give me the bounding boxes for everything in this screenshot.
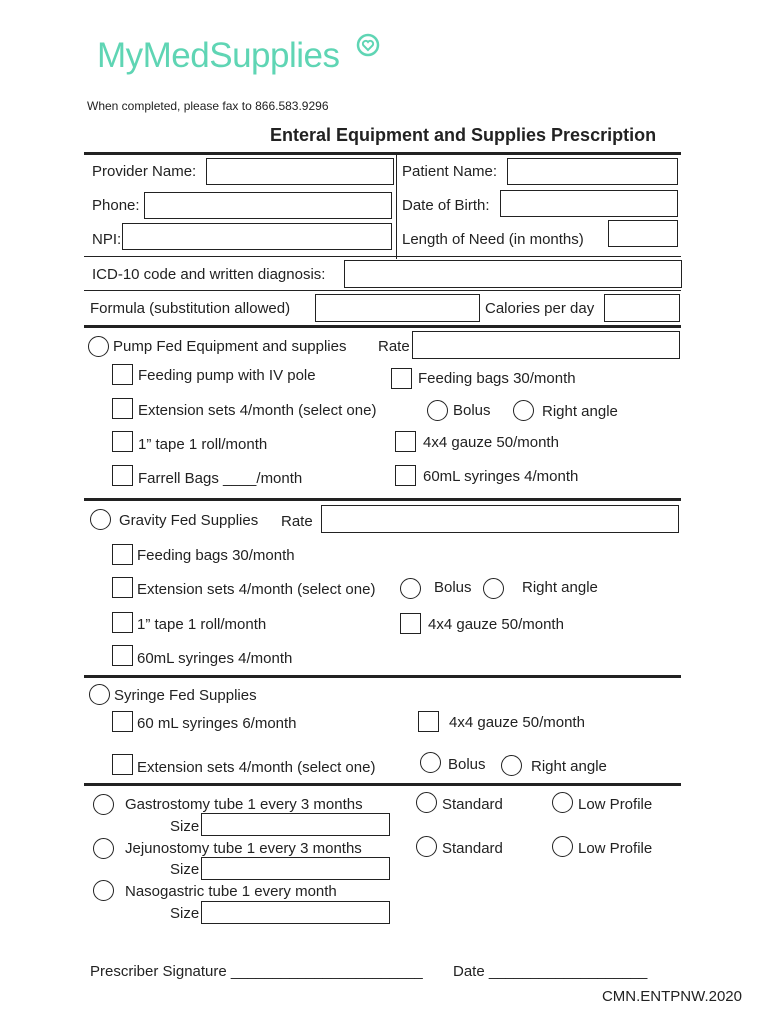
gastrostomy-low-profile-label: Low Profile	[578, 796, 653, 813]
gravity-bolus-label: Bolus	[434, 579, 472, 596]
form-title: Enteral Equipment and Supplies Prescription	[270, 125, 657, 145]
syringe-gauze-label: 4x4 gauze 50/month	[449, 714, 585, 731]
prescriber-signature-line[interactable]: Prescriber Signature _______________________	[90, 963, 423, 980]
gravity-tape-checkbox[interactable]	[112, 612, 133, 633]
jejunostomy-low-profile-label: Low Profile	[578, 840, 653, 857]
jejunostomy-size-label: Size	[170, 861, 200, 878]
jejunostomy-size-field[interactable]	[201, 857, 390, 880]
gravity-right-angle-radio[interactable]	[483, 578, 504, 599]
jejunostomy-low-profile-radio[interactable]	[552, 836, 573, 857]
gravity-extension-sets-checkbox[interactable]	[112, 577, 133, 598]
length-of-need-field[interactable]	[608, 220, 678, 247]
provider-name-field[interactable]	[206, 158, 394, 185]
dob-field[interactable]	[500, 190, 678, 217]
pump-gauze-checkbox[interactable]	[395, 431, 416, 452]
pump-extension-sets-label: Extension sets 4/month (select one)	[138, 402, 377, 419]
gastrostomy-size-field[interactable]	[201, 813, 390, 836]
syringe-gauze-checkbox[interactable]	[418, 711, 439, 732]
gravity-feeding-bags-label: Feeding bags 30/month	[137, 547, 295, 564]
divider	[84, 498, 681, 501]
length-of-need-label: Length of Need (in months)	[402, 231, 584, 248]
phone-label: Phone:	[92, 197, 140, 214]
logo-text: MyMedSupplies	[97, 36, 340, 75]
pump-rate-field[interactable]	[412, 331, 680, 359]
gravity-syringes-label: 60mL syringes 4/month	[137, 650, 293, 667]
nasogastric-label: Nasogastric tube 1 every month	[125, 883, 337, 900]
patient-name-label: Patient Name:	[402, 163, 498, 180]
gravity-syringes-checkbox[interactable]	[112, 645, 133, 666]
pump-feeding-bags-label: Feeding bags 30/month	[418, 370, 576, 387]
pump-syringes-checkbox[interactable]	[395, 465, 416, 486]
divider	[84, 290, 681, 291]
fax-instructions: When completed, please fax to 866.583.9296	[87, 99, 329, 113]
gravity-right-angle-label: Right angle	[522, 579, 598, 596]
pump-bolus-label: Bolus	[453, 402, 491, 419]
pump-bolus-radio[interactable]	[427, 400, 448, 421]
gastrostomy-label: Gastrostomy tube 1 every 3 months	[125, 796, 363, 813]
syringe-syringes-checkbox[interactable]	[112, 711, 133, 732]
npi-label: NPI:	[92, 231, 122, 248]
gravity-rate-label: Rate	[281, 513, 313, 530]
syringe-right-angle-radio[interactable]	[501, 755, 522, 776]
syringe-bolus-label: Bolus	[448, 756, 486, 773]
gastrostomy-low-profile-radio[interactable]	[552, 792, 573, 813]
gravity-gauze-checkbox[interactable]	[400, 613, 421, 634]
pump-extension-sets-checkbox[interactable]	[112, 398, 133, 419]
syringe-right-angle-label: Right angle	[531, 758, 607, 775]
syringe-extension-sets-checkbox[interactable]	[112, 754, 133, 775]
gastrostomy-standard-radio[interactable]	[416, 792, 437, 813]
divider	[84, 675, 681, 678]
jejunostomy-standard-radio[interactable]	[416, 836, 437, 857]
date-line[interactable]: Date ___________________	[453, 963, 648, 980]
phone-field[interactable]	[144, 192, 392, 219]
divider	[84, 783, 681, 786]
farrell-bags-label: Farrell Bags ____/month	[138, 470, 303, 487]
calories-label: Calories per day	[485, 300, 595, 317]
nasogastric-radio[interactable]	[93, 880, 114, 901]
logo	[97, 36, 340, 76]
heart-icon	[355, 32, 381, 58]
feeding-pump-label: Feeding pump with IV pole	[138, 367, 316, 384]
gravity-gauze-label: 4x4 gauze 50/month	[428, 616, 564, 633]
dob-label: Date of Birth:	[402, 197, 490, 214]
pump-right-angle-radio[interactable]	[513, 400, 534, 421]
calories-field[interactable]	[604, 294, 680, 322]
patient-name-field[interactable]	[507, 158, 678, 185]
formula-field[interactable]	[315, 294, 480, 322]
jejunostomy-label: Jejunostomy tube 1 every 3 months	[125, 840, 362, 857]
pump-feeding-bags-checkbox[interactable]	[391, 368, 412, 389]
syringe-fed-radio[interactable]	[89, 684, 110, 705]
syringe-extension-sets-label: Extension sets 4/month (select one)	[137, 759, 376, 776]
gravity-rate-field[interactable]	[321, 505, 679, 533]
jejunostomy-radio[interactable]	[93, 838, 114, 859]
pump-fed-header: Pump Fed Equipment and supplies	[113, 338, 347, 355]
pump-right-angle-label: Right angle	[542, 403, 618, 420]
farrell-bags-checkbox[interactable]	[112, 465, 133, 486]
divider	[84, 152, 681, 155]
gravity-fed-header: Gravity Fed Supplies	[119, 512, 259, 529]
gastrostomy-radio[interactable]	[93, 794, 114, 815]
divider	[84, 256, 681, 257]
gravity-fed-radio[interactable]	[90, 509, 111, 530]
divider	[84, 325, 681, 328]
column-divider	[396, 155, 397, 259]
gastrostomy-size-label: Size	[170, 818, 200, 835]
nasogastric-size-label: Size	[170, 905, 200, 922]
provider-name-label: Provider Name:	[92, 163, 197, 180]
gravity-tape-label: 1” tape 1 roll/month	[137, 616, 267, 633]
pump-fed-radio[interactable]	[88, 336, 109, 357]
icd10-field[interactable]	[344, 260, 682, 288]
formula-label: Formula (substitution allowed)	[90, 300, 291, 317]
npi-field[interactable]	[122, 223, 392, 250]
gastrostomy-standard-label: Standard	[442, 796, 503, 813]
gravity-feeding-bags-checkbox[interactable]	[112, 544, 133, 565]
syringe-fed-header: Syringe Fed Supplies	[114, 687, 257, 704]
gravity-bolus-radio[interactable]	[400, 578, 421, 599]
pump-rate-label: Rate	[378, 338, 410, 355]
syringe-syringes-label: 60 mL syringes 6/month	[137, 715, 297, 732]
nasogastric-size-field[interactable]	[201, 901, 390, 924]
pump-tape-label: 1” tape 1 roll/month	[138, 436, 268, 453]
jejunostomy-standard-label: Standard	[442, 840, 503, 857]
feeding-pump-checkbox[interactable]	[112, 364, 133, 385]
form-code: CMN.ENTPNW.2020	[601, 988, 742, 1005]
pump-gauze-label: 4x4 gauze 50/month	[423, 434, 559, 451]
gravity-extension-sets-label: Extension sets 4/month (select one)	[137, 581, 376, 598]
pump-tape-checkbox[interactable]	[112, 431, 133, 452]
icd10-label: ICD-10 code and written diagnosis:	[92, 266, 326, 283]
pump-syringes-label: 60mL syringes 4/month	[423, 468, 579, 485]
syringe-bolus-radio[interactable]	[420, 752, 441, 773]
